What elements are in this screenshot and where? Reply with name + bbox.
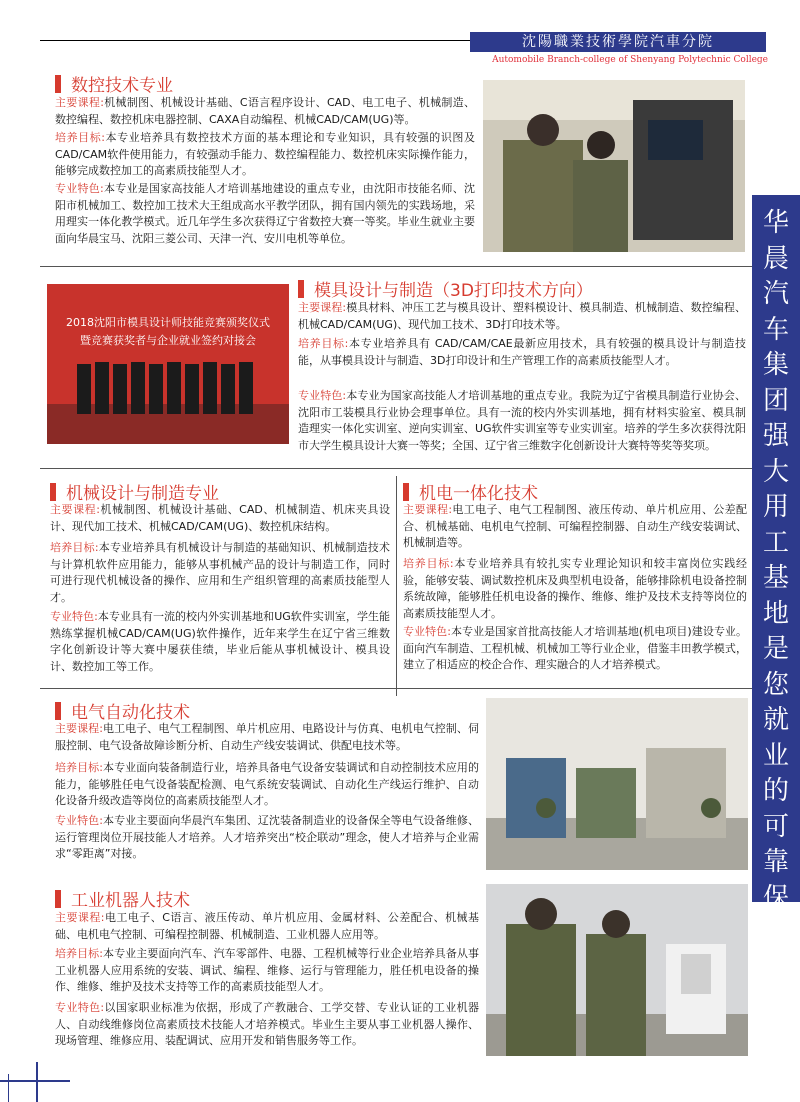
photo-electric-lab	[486, 698, 748, 870]
section-title-text: 工业机器人技术	[71, 891, 190, 911]
page-title: 沈陽職業技術學院汽車分院	[522, 34, 714, 50]
label: 专业特色:	[55, 182, 104, 195]
section-title-text: 数控技术专业	[71, 76, 173, 96]
section-title-mold	[298, 276, 593, 301]
label: 培养目标:	[50, 541, 99, 554]
side-banner-char: 用	[762, 492, 789, 522]
section-title-mechatronics	[403, 479, 538, 504]
robot-feature	[55, 1000, 479, 1050]
text: 以国家职业标准为依据，形成了产教融合、工学交替、专业认证的工业机器人、自动线维修岗位高素质技术技能人才培养模式。毕业生主要从事工业机器人操作、现场管理、维修应用、装配调试、应用开发和销售服务等工作。	[55, 1001, 479, 1047]
section-title-text: 机电一体化技术	[419, 484, 538, 504]
text: 本专业是国家首批高技能人才培训基地(机电项目)建设专业。面向汽车制造、工程机械、机械加工等行业企业，借鉴丰田教学模式，建立了相适应的校企合作、理实融合的人才培养模式。	[403, 625, 747, 671]
robot-goal	[55, 946, 479, 996]
mechatronics-feature	[403, 624, 747, 674]
side-banner-char: 障	[762, 918, 789, 948]
label: 主要课程:	[55, 722, 103, 735]
text: 本专业具有一流的校内外实训基地和UG软件实训室，学生能熟练掌握机械CAD/CAM(UG)软件操作，近年来学生在辽宁省三维数字化创新设计等大赛中屡获佳绩，毕业后能从事机械设计、模具设计、数控加工等工作。	[50, 610, 390, 673]
side-banner-char: 汽	[762, 279, 789, 309]
text: 本专业培养具有较扎实专业理论知识和较丰富岗位实践经验，能够安装、调试数控机床及典型机电设备，能够排除机电设备控制系统故障，能够胜任机电设备的操作、维修、维护及技术支持等岗位的高素质技能型人才。	[403, 557, 748, 620]
label: 主要课程:	[50, 503, 100, 516]
side-banner-char: 就	[762, 705, 789, 735]
section-divider	[40, 468, 752, 469]
electric-goal	[55, 760, 479, 810]
text: 电工电子、C语言、液压传动、单片机应用、金属材料、公差配合、机械基础、电机电气控制、可编程控制器、机械制造、工业机器人应用等。	[55, 911, 479, 941]
electric-courses	[55, 721, 479, 754]
label: 培养目标:	[55, 761, 103, 774]
corner-ornament	[0, 1080, 70, 1082]
text: 本专业面向装备制造行业，培养具备电气设备安装调试和自动控制技术应用的能力，能够胜任电气设备装配检测、电气系统安装调试、自动化生产线运行维护、自动化设备升级改造等岗位的高素质技能型人才。	[55, 761, 479, 807]
text: 机械制图、机械设计基础、CAD、机械制造、机床夹具设计、现代加工技术、机械CAD/CAM(UG)、数控机床结构。	[50, 503, 390, 533]
mold-goal	[298, 336, 746, 369]
corner-ornament	[36, 1062, 38, 1102]
side-banner-char: 是	[762, 634, 789, 664]
title-marker	[403, 483, 409, 501]
section-title-electric	[55, 698, 190, 723]
text: 机械制图、机械设计基础、C语言程序设计、CAD、电工电子、机械制造、数控编程、数控机床电器控制、CAXA自动编程、机械CAD/CAM(UG)等。	[55, 96, 475, 126]
label: 主要课程:	[55, 96, 104, 109]
section-title-robot	[55, 886, 190, 911]
text: 本专业主要面向汽车、汽车零部件、电器、工程机械等行业企业培养具备从事工业机器人应用系统的安装、调试、编程、维修、运行与管理能力，胜任机电设备的操作、维修、维护及技术支持等工作的高素质技能型人才。	[55, 947, 479, 993]
text: 本专业是国家高技能人才培训基地建设的重点专业，由沈阳市技能名师、沈阳市机械加工、数控加工技术大王组成高水平教学团队，拥有国内领先的实践场地，采用理实一体化教学模式。近几年学生多次获得辽宁省数控大赛一等奖。毕业生就业主要面向华晨宝马、沈阳三菱公司、天津一汽、安川电机等单位。	[55, 182, 475, 245]
mech-goal	[50, 540, 390, 606]
text: 本专业培养具有 CAD/CAM/CAE最新应用技术，具有较强的模具设计与制造技能，从事模具设计与制造、3D打印设计和生产管理工作的高素质技能型人才。	[298, 337, 746, 367]
side-banner-char: 业	[762, 740, 789, 771]
text: 电工电子、电气工程制图、液压传动、单片机应用、公差配合、机械基础、电机电气控制、可编程控制器、自动生产线安装调试、机械制造等。	[403, 503, 747, 549]
section-title-cnc	[55, 71, 173, 96]
title-marker	[55, 890, 61, 908]
label: 专业特色:	[55, 814, 103, 827]
side-banner-char: 可	[762, 811, 789, 842]
side-banner-char: 华	[762, 208, 789, 238]
side-banner-text	[752, 206, 800, 952]
side-banner-char: 基	[762, 563, 789, 593]
side-banner-char: 地	[762, 598, 789, 629]
title-marker	[50, 483, 56, 501]
side-banner-char: 您	[762, 669, 789, 700]
section-title-text: 模具设计与制造（3D打印技术方向）	[314, 281, 593, 301]
section-divider	[40, 688, 752, 689]
section-title-text: 电气自动化技术	[71, 703, 190, 723]
text: 本专业主要面向华晨汽车集团、辽沈装备制造业的设备保全等电气设备维修、运行管理岗位开展技能人才培养。人才培养突出“校企联动”理念，使人才培养与企业需求“零距离”对接。	[55, 814, 479, 860]
photo-award-ceremony	[47, 284, 289, 444]
photo-robot-lab	[486, 884, 748, 1056]
mold-courses	[298, 300, 746, 333]
side-banner-char: 集	[762, 350, 789, 380]
label: 主要课程:	[403, 503, 453, 516]
label: 专业特色:	[50, 610, 98, 623]
title-marker	[55, 702, 61, 720]
section-title-mech	[50, 479, 219, 504]
label: 主要课程:	[55, 911, 105, 924]
column-divider	[396, 476, 397, 696]
page-subtitle: Automobile Branch-college of Shenyang Polytechnic College	[492, 55, 768, 65]
side-banner-char: 工	[762, 527, 789, 558]
section-title-text: 机械设计与制造专业	[66, 484, 219, 504]
robot-courses	[55, 910, 479, 943]
label: 培养目标:	[298, 337, 349, 350]
cnc-courses	[55, 95, 475, 128]
label: 培养目标:	[55, 131, 105, 144]
label: 专业特色:	[403, 625, 451, 638]
header-rule	[40, 40, 470, 41]
side-banner-char: 保	[762, 882, 789, 913]
mechatronics-goal	[403, 556, 747, 622]
mechatronics-courses	[403, 502, 747, 552]
section-divider	[40, 266, 752, 267]
photo-cnc-machine	[483, 80, 745, 252]
side-banner-char: 强	[762, 421, 789, 451]
side-banner-char: 晨	[762, 243, 789, 274]
corner-ornament	[8, 1074, 9, 1102]
banner-line-2: 暨竞赛获奖者与企业就业签约对接会	[80, 334, 256, 347]
cnc-feature	[55, 181, 475, 247]
mech-feature	[50, 609, 390, 675]
text: 模具材料、冲压工艺与模具设计、塑料模设计、模具制造、机械制造、数控编程、机械CAD/CAM(UG)、现代加工技术、3D打印技术等。	[298, 301, 746, 331]
side-banner-char: 团	[762, 385, 789, 416]
side-banner-char: 大	[762, 456, 789, 487]
side-banner-char: 靠	[762, 847, 789, 877]
text: 本专业为国家高技能人才培训基地的重点专业。我院为辽宁省模具制造行业协会、沈阳市工装模具行业协会理事单位。具有一流的校内外实训基地，拥有材料实验室、模具制造理实一体化实训室、逆向实训室、UG软件实训室等专业实训室。培养的学生多次获得沈阳市大学生模具设计大赛一等奖；全国、辽宁省三维数字化创新设计大赛特等奖等奖项。	[298, 389, 746, 452]
label: 专业特色:	[55, 1001, 105, 1014]
mech-courses	[50, 502, 390, 535]
text: 本专业培养具有机械设计与制造的基础知识、机械制造技术与计算机软件应用能力，能够从事机械产品的设计与制造工作，同时可进行现代机械设备的操作、应用和生产组织管理的高素质技能型人才。	[50, 541, 390, 604]
text: 电工电子、电气工程制图、单片机应用、电路设计与仿真、电机电气控制、伺服控制、电气设备故障诊断分析、自动生产线安装调试、供配电技术等。	[55, 722, 479, 752]
label: 培养目标:	[55, 947, 103, 960]
mold-feature	[298, 388, 746, 454]
electric-feature	[55, 813, 479, 863]
cnc-goal	[55, 130, 475, 180]
title-marker	[298, 280, 304, 298]
side-banner-char: 车	[762, 314, 789, 345]
label: 培养目标:	[403, 557, 454, 570]
label: 专业特色:	[298, 389, 347, 402]
text: 本专业培养具有数控技术方面的基本理论和专业知识，具有较强的识图及CAD/CAM软件使用能力，有较强动手能力、数控编程能力、数控机床实际操作能力，能够完成数控加工的高素质技能型人才。	[55, 131, 475, 177]
label: 主要课程:	[298, 301, 347, 314]
title-marker	[55, 75, 61, 93]
banner-line-1: 2018沈阳市模具设计师技能竞赛颁奖仪式	[66, 316, 270, 329]
side-banner-char: 的	[762, 776, 789, 806]
